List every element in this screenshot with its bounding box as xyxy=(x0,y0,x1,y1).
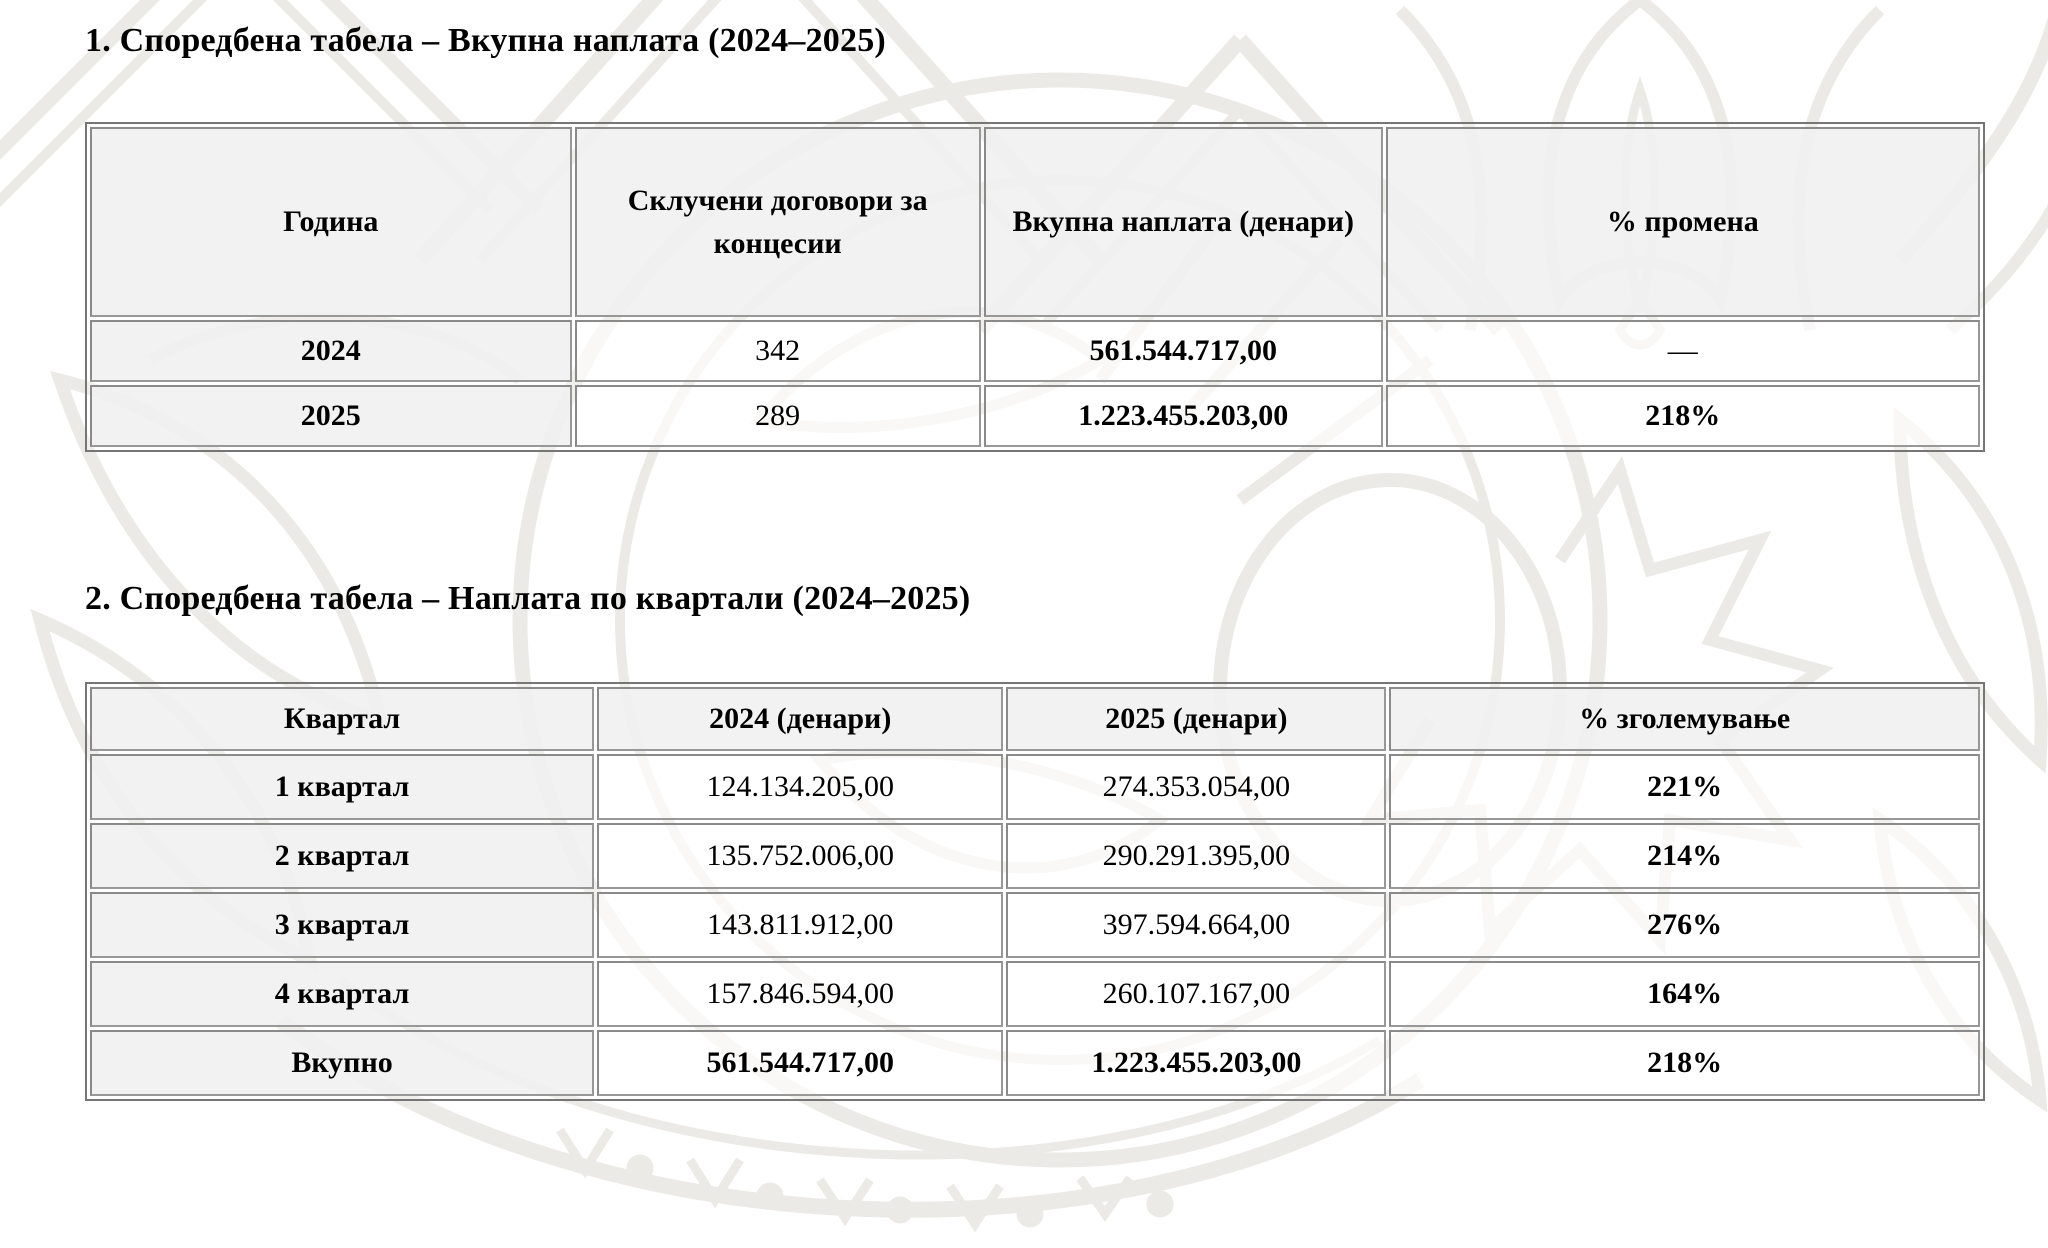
col-header-quarter: Квартал xyxy=(90,687,594,751)
cell-total-2025: 1.223.455.203,00 xyxy=(1006,1030,1386,1096)
section2-title: 2. Споредбена табела – Наплата по квартали (2024–2025) xyxy=(85,580,971,617)
cell-change: — xyxy=(1386,320,1980,382)
cell-quarter: 2 квартал xyxy=(90,823,594,889)
cell-year: 2024 xyxy=(90,320,572,382)
cell-2024: 135.752.006,00 xyxy=(597,823,1003,889)
section1-title: 1. Споредбена табела – Вкупна наплата (2024–2025) xyxy=(85,22,886,59)
table-row xyxy=(90,385,1980,447)
col-header-total: Вкупна наплата (денари) xyxy=(984,127,1383,317)
cell-quarter: 1 квартал xyxy=(90,754,594,820)
cell-year: 2025 xyxy=(90,385,572,447)
col-header-increase: % зголемување xyxy=(1389,687,1980,751)
cell-quarter: 4 квартал xyxy=(90,961,594,1027)
cell-total-2024: 561.544.717,00 xyxy=(597,1030,1003,1096)
col-header-2024: 2024 (денари) xyxy=(597,687,1003,751)
cell-increase: 214% xyxy=(1389,823,1980,889)
cell-total-increase: 218% xyxy=(1389,1030,1980,1096)
table-header-row xyxy=(90,687,1980,751)
cell-2024: 143.811.912,00 xyxy=(597,892,1003,958)
table-row xyxy=(90,823,1980,889)
cell-2025: 397.594.664,00 xyxy=(1006,892,1386,958)
cell-increase: 221% xyxy=(1389,754,1980,820)
col-header-change: % промена xyxy=(1386,127,1980,317)
cell-total-label: Вкупно xyxy=(90,1030,594,1096)
cell-2025: 260.107.167,00 xyxy=(1006,961,1386,1027)
table-row xyxy=(90,320,1980,382)
cell-increase: 276% xyxy=(1389,892,1980,958)
cell-contracts: 342 xyxy=(575,320,981,382)
cell-contracts: 289 xyxy=(575,385,981,447)
cell-change: 218% xyxy=(1386,385,1980,447)
cell-total: 561.544.717,00 xyxy=(984,320,1383,382)
col-header-2025: 2025 (денари) xyxy=(1006,687,1386,751)
cell-2024: 157.846.594,00 xyxy=(597,961,1003,1027)
col-header-contracts: Склучени договори за концесии xyxy=(575,127,981,317)
cell-total: 1.223.455.203,00 xyxy=(984,385,1383,447)
cell-quarter: 3 квартал xyxy=(90,892,594,958)
table-row xyxy=(90,892,1980,958)
cell-increase: 164% xyxy=(1389,961,1980,1027)
table-header-row xyxy=(90,127,1980,317)
table-row xyxy=(90,754,1980,820)
total-collection-table xyxy=(85,122,1985,452)
col-header-year: Година xyxy=(90,127,572,317)
cell-2025: 274.353.054,00 xyxy=(1006,754,1386,820)
table-row xyxy=(90,961,1980,1027)
cell-2024: 124.134.205,00 xyxy=(597,754,1003,820)
cell-2025: 290.291.395,00 xyxy=(1006,823,1386,889)
quarterly-collection-table xyxy=(85,682,1985,1101)
table-total-row xyxy=(90,1030,1980,1096)
